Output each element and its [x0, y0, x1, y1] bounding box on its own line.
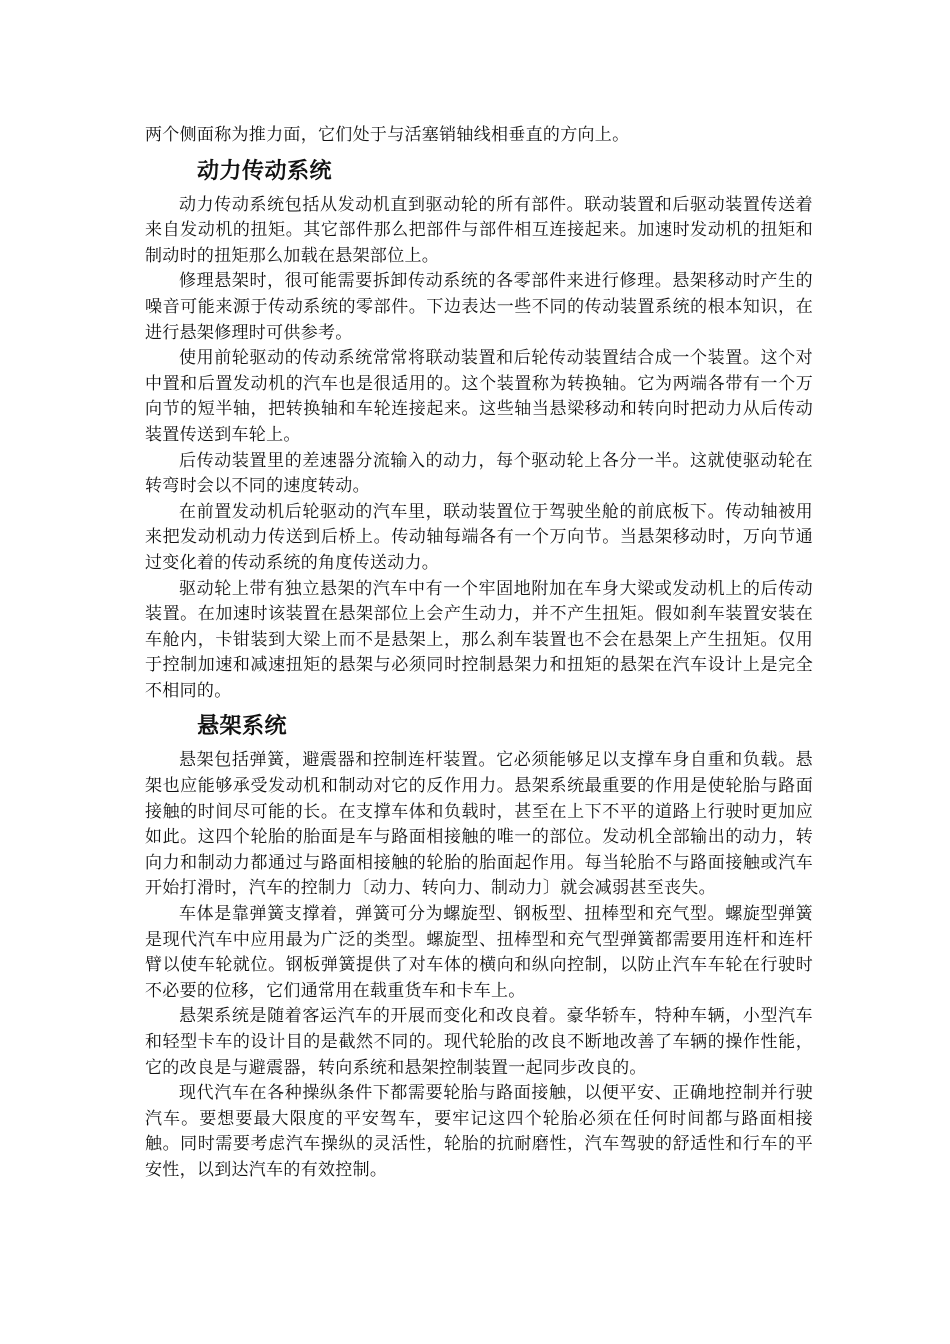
paragraph: 驱动轮上带有独立悬架的汽车中有一个牢固地附加在车身大梁或发动机上的后传动装置。在加速时该装置在悬架部位上会产生动力，并不产生扭矩。假如刹车装置安装在车舱内，卡钳装到大梁上而不是悬架上，那么刹车装置也不会在悬架上产生扭矩。仅用于控制加速和减速扭矩的悬架与必须同时控制悬架力和扭矩的悬架在汽车设计上是完全不相同的。	[145, 578, 813, 701]
document-page	[145, 123, 813, 1184]
section-drivetrain	[145, 155, 813, 705]
paragraph: 动力传动系统包括从发动机直到驱动轮的所有部件。联动装置和后驱动装置传送着来自发动机的扭矩。其它部件那么把部件与部件相互连接起来。加速时发动机的扭矩和制动时的扭矩那么加载在悬架部位上。	[145, 194, 813, 266]
paragraph: 后传动装置里的差速器分流输入的动力，每个驱动轮上各分一半。这就使驱动轮在转弯时会以不同的速度转动。	[145, 450, 813, 497]
section-suspension	[145, 710, 813, 1183]
paragraph: 悬架包括弹簧，避震器和控制连杆装置。它必须能够足以支撑车身自重和负载。悬架也应能够承受发动机和制动对它的反作用力。悬架系统最重要的作用是使轮胎与路面接触的时间尽可能的长。在支撑车体和负载时，甚至在上下不平的道路上行驶时更加应如此。这四个轮胎的胎面是车与路面相接触的唯一的部位。发动机全部输出的动力，转向力和制动力都通过与路面相接触的轮胎的胎面起作用。每当轮胎不与路面接触或汽车开始打滑时，汽车的控制力〔动力、转向力、制动力〕就会减弱甚至丧失。	[145, 750, 813, 899]
paragraph: 悬架系统是随着客运汽车的开展而变化和改良着。豪华轿车，特种车辆，小型汽车和轻型卡车的设计目的是截然不同的。现代轮胎的改良不断地改善了车辆的操作性能，它的改良是与避震器，转向系统和悬架控制装置一起同步改良的。	[145, 1006, 813, 1078]
paragraph: 车体是靠弹簧支撑着，弹簧可分为螺旋型、钢板型、扭棒型和充气型。螺旋型弹簧是现代汽车中应用最为广泛的类型。螺旋型、扭棒型和充气型弹簧都需要用连杆和连杆臂以使车轮就位。钢板弹簧提供了对车体的横向和纵向控制，以防止汽车车轮在行驶时不必要的位移，它们通常用在载重货车和卡车上。	[145, 904, 813, 1001]
section-heading-drivetrain: 动力传动系统	[197, 158, 333, 184]
paragraph: 在前置发动机后轮驱动的汽车里，联动装置位于驾驶坐舱的前底板下。传动轴被用来把发动机动力传送到后桥上。传动轴每端各有一个万向节。当悬架移动时，万向节通过变化着的传动系统的角度传送动力。	[145, 501, 813, 573]
intro-paragraph: 两个侧面称为推力面，它们处于与活塞销轴线相垂直的方向上。	[145, 125, 630, 145]
paragraph: 修理悬架时，很可能需要拆卸传动系统的各零部件来进行修理。悬架移动时产生的噪音可能来源于传动系统的零部件。下边表达一些不同的传动装置系统的根本知识，在进行悬架修理时可供参考。	[145, 271, 813, 343]
paragraph: 使用前轮驱动的传动系统常常将联动装置和后轮传动装置结合成一个装置。这个对中置和后置发动机的汽车也是很适用的。这个装置称为转换轴。它为两端各带有一个万向节的短半轴，把转换轴和车轮连接起来。这些轴当悬梁移动和转向时把动力从后传动装置传送到车轮上。	[145, 348, 813, 445]
paragraph: 现代汽车在各种操纵条件下都需要轮胎与路面接触，以便平安、正确地控制并行驶汽车。要想要最大限度的平安驾车，要牢记这四个轮胎必须在任何时间都与路面相接触。同时需要考虑汽车操纵的灵活性，轮胎的抗耐磨性，汽车驾驶的舒适性和行车的平安性，以到达汽车的有效控制。	[145, 1083, 813, 1180]
section-heading-suspension: 悬架系统	[197, 714, 288, 740]
